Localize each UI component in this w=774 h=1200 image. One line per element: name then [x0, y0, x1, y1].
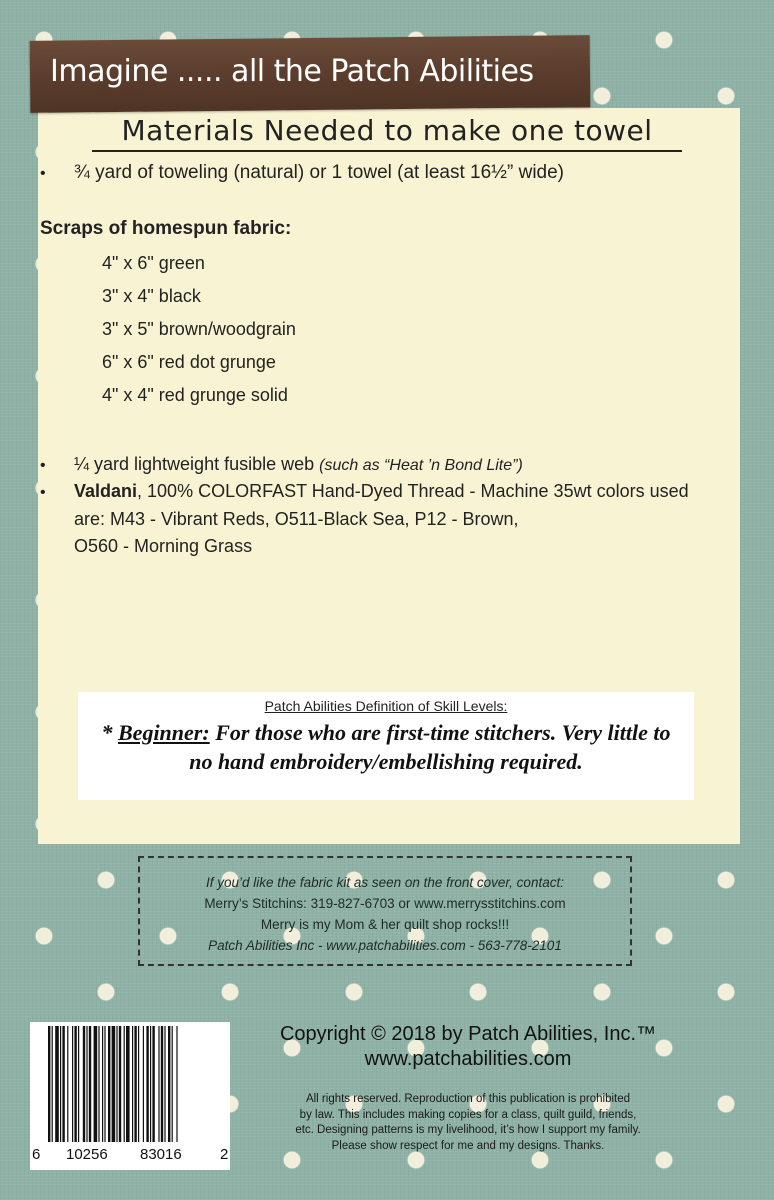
list-item: 6" x 6" red dot grunge: [102, 352, 276, 372]
barcode-bar: [102, 1026, 103, 1142]
bullet-thread: [40, 478, 689, 560]
scraps-heading: Scraps of homespun fabric:: [40, 218, 292, 239]
barcode-bar: [150, 1026, 151, 1142]
barcode-bar: [78, 1026, 79, 1142]
barcode-bar: [176, 1026, 177, 1142]
thread-brand: Valdani: [74, 481, 138, 501]
kit-line-1: If you’d like the fabric kit as seen on the front cover, contact:: [206, 875, 564, 890]
rights-line-3: etc. Designing patterns is my livelihood, it’s how I support my family.: [295, 1124, 641, 1136]
kit-line-4: Patch Abilities Inc - www.patchabilities.com - 563-778-2101: [208, 938, 562, 953]
barcode-bar: [89, 1026, 91, 1142]
skill-line-1: For those who are first-time stitchers. Very little to: [209, 720, 671, 745]
barcode-bar: [158, 1026, 159, 1142]
barcode-bar: [48, 1026, 50, 1142]
bullet-icon: •: [40, 484, 46, 501]
bullet-fusible-text: ¼ yard lightweight fusible web: [74, 454, 320, 474]
kit-line-3: Merry is my Mom & her quilt shop rocks!!!: [260, 917, 510, 932]
barcode-bar: [119, 1026, 121, 1142]
barcode-digits-left: 10256: [66, 1146, 108, 1163]
thread-line-2: are: M43 - Vibrant Reds, O511-Black Sea, P12 - Brown,: [74, 509, 519, 529]
barcode-bar: [168, 1026, 170, 1142]
skill-level-box: [78, 692, 694, 800]
barcode-bar: [143, 1026, 144, 1142]
barcode-bar: [152, 1026, 154, 1142]
barcode-bar: [55, 1026, 59, 1142]
barcode-bar: [138, 1026, 139, 1142]
bullet-icon: •: [40, 457, 46, 474]
barcode-bar: [72, 1026, 73, 1142]
thread-line-3: O560 - Morning Grass: [74, 536, 253, 556]
bullet-toweling-text: ¾ yard of toweling (natural) or 1 towel (at least 16½” wide): [74, 162, 565, 183]
barcode-bar: [62, 1026, 64, 1142]
barcode-bar: [161, 1026, 163, 1142]
bullet-fusible-note: (such as “Heat ’n Bond Lite”): [319, 457, 523, 474]
barcode-bars: [38, 1026, 222, 1146]
list-item: 4" x 4" red grunge solid: [102, 385, 288, 405]
materials-title-underline: [92, 150, 682, 152]
barcode-bar: [132, 1026, 133, 1142]
rights-line-2: by law. This includes making copies for a class, quilt guild, friends,: [299, 1108, 637, 1121]
skill-heading: Patch Abilities Definition of Skill Levels:: [264, 698, 508, 714]
list-item: 3" x 4" black: [102, 286, 201, 306]
barcode-bar: [126, 1026, 130, 1142]
barcode-bar: [134, 1026, 136, 1142]
barcode-bar: [83, 1026, 85, 1142]
kit-line-2: Merry’s Stitchins: 319-827-6703 or www.merrysstitchins.com: [204, 896, 566, 911]
skill-line-2: no hand embroidery/embellishing required.: [189, 749, 583, 774]
barcode-digit-check: 2: [220, 1146, 229, 1163]
bullet-fusible-web: [40, 454, 523, 475]
barcode-digits-right: 83016: [140, 1146, 182, 1163]
rights-line-1: All rights reserved. Reproduction of this publication is prohibited: [305, 1093, 631, 1105]
barcode-bar: [116, 1026, 117, 1142]
skill-star: *: [101, 720, 118, 745]
rights-line-4: Please show respect for me and my designs. Thanks.: [331, 1139, 605, 1152]
barcode: [30, 1022, 230, 1170]
thread-line-1: , 100% COLORFAST Hand-Dyed Thread - Machine 35wt colors used: [137, 481, 689, 501]
list-item: 4" x 6" green: [102, 253, 205, 273]
bullet-toweling: [40, 162, 564, 184]
skill-description: [78, 718, 694, 776]
barcode-bar: [124, 1026, 125, 1142]
barcode-bar: [164, 1026, 165, 1142]
barcode-bar: [146, 1026, 148, 1142]
barcode-bar: [104, 1026, 105, 1142]
barcode-bar: [94, 1026, 98, 1142]
scraps-list: [102, 252, 296, 417]
barcode-bar: [52, 1026, 53, 1142]
copyright-block: [258, 1022, 678, 1072]
materials-title: Materials Needed to make one towel: [121, 114, 653, 147]
barcode-bar: [67, 1026, 68, 1142]
fabric-kit-box: [138, 856, 632, 966]
barcode-bar: [98, 1026, 99, 1142]
barcode-bar: [108, 1026, 110, 1142]
copyright-line: Copyright © 2018 by Patch Abilities, Inc.™: [279, 1023, 657, 1045]
banner-text: Imagine ..... all the Patch Abilities: [50, 54, 534, 89]
barcode-bar: [86, 1026, 87, 1142]
bullet-icon: •: [40, 165, 46, 182]
website-link[interactable]: www.patchabilities.com: [364, 1048, 572, 1070]
skill-level-label: Beginner:: [118, 720, 210, 745]
rights-notice: [258, 1092, 678, 1154]
barcode-digit-lead: 6: [32, 1146, 41, 1163]
barcode-bar: [60, 1026, 61, 1142]
barcode-bar: [172, 1026, 173, 1142]
barcode-bar: [112, 1026, 116, 1142]
barcode-bar: [74, 1026, 76, 1142]
list-item: 3" x 5" brown/woodgrain: [102, 319, 296, 339]
